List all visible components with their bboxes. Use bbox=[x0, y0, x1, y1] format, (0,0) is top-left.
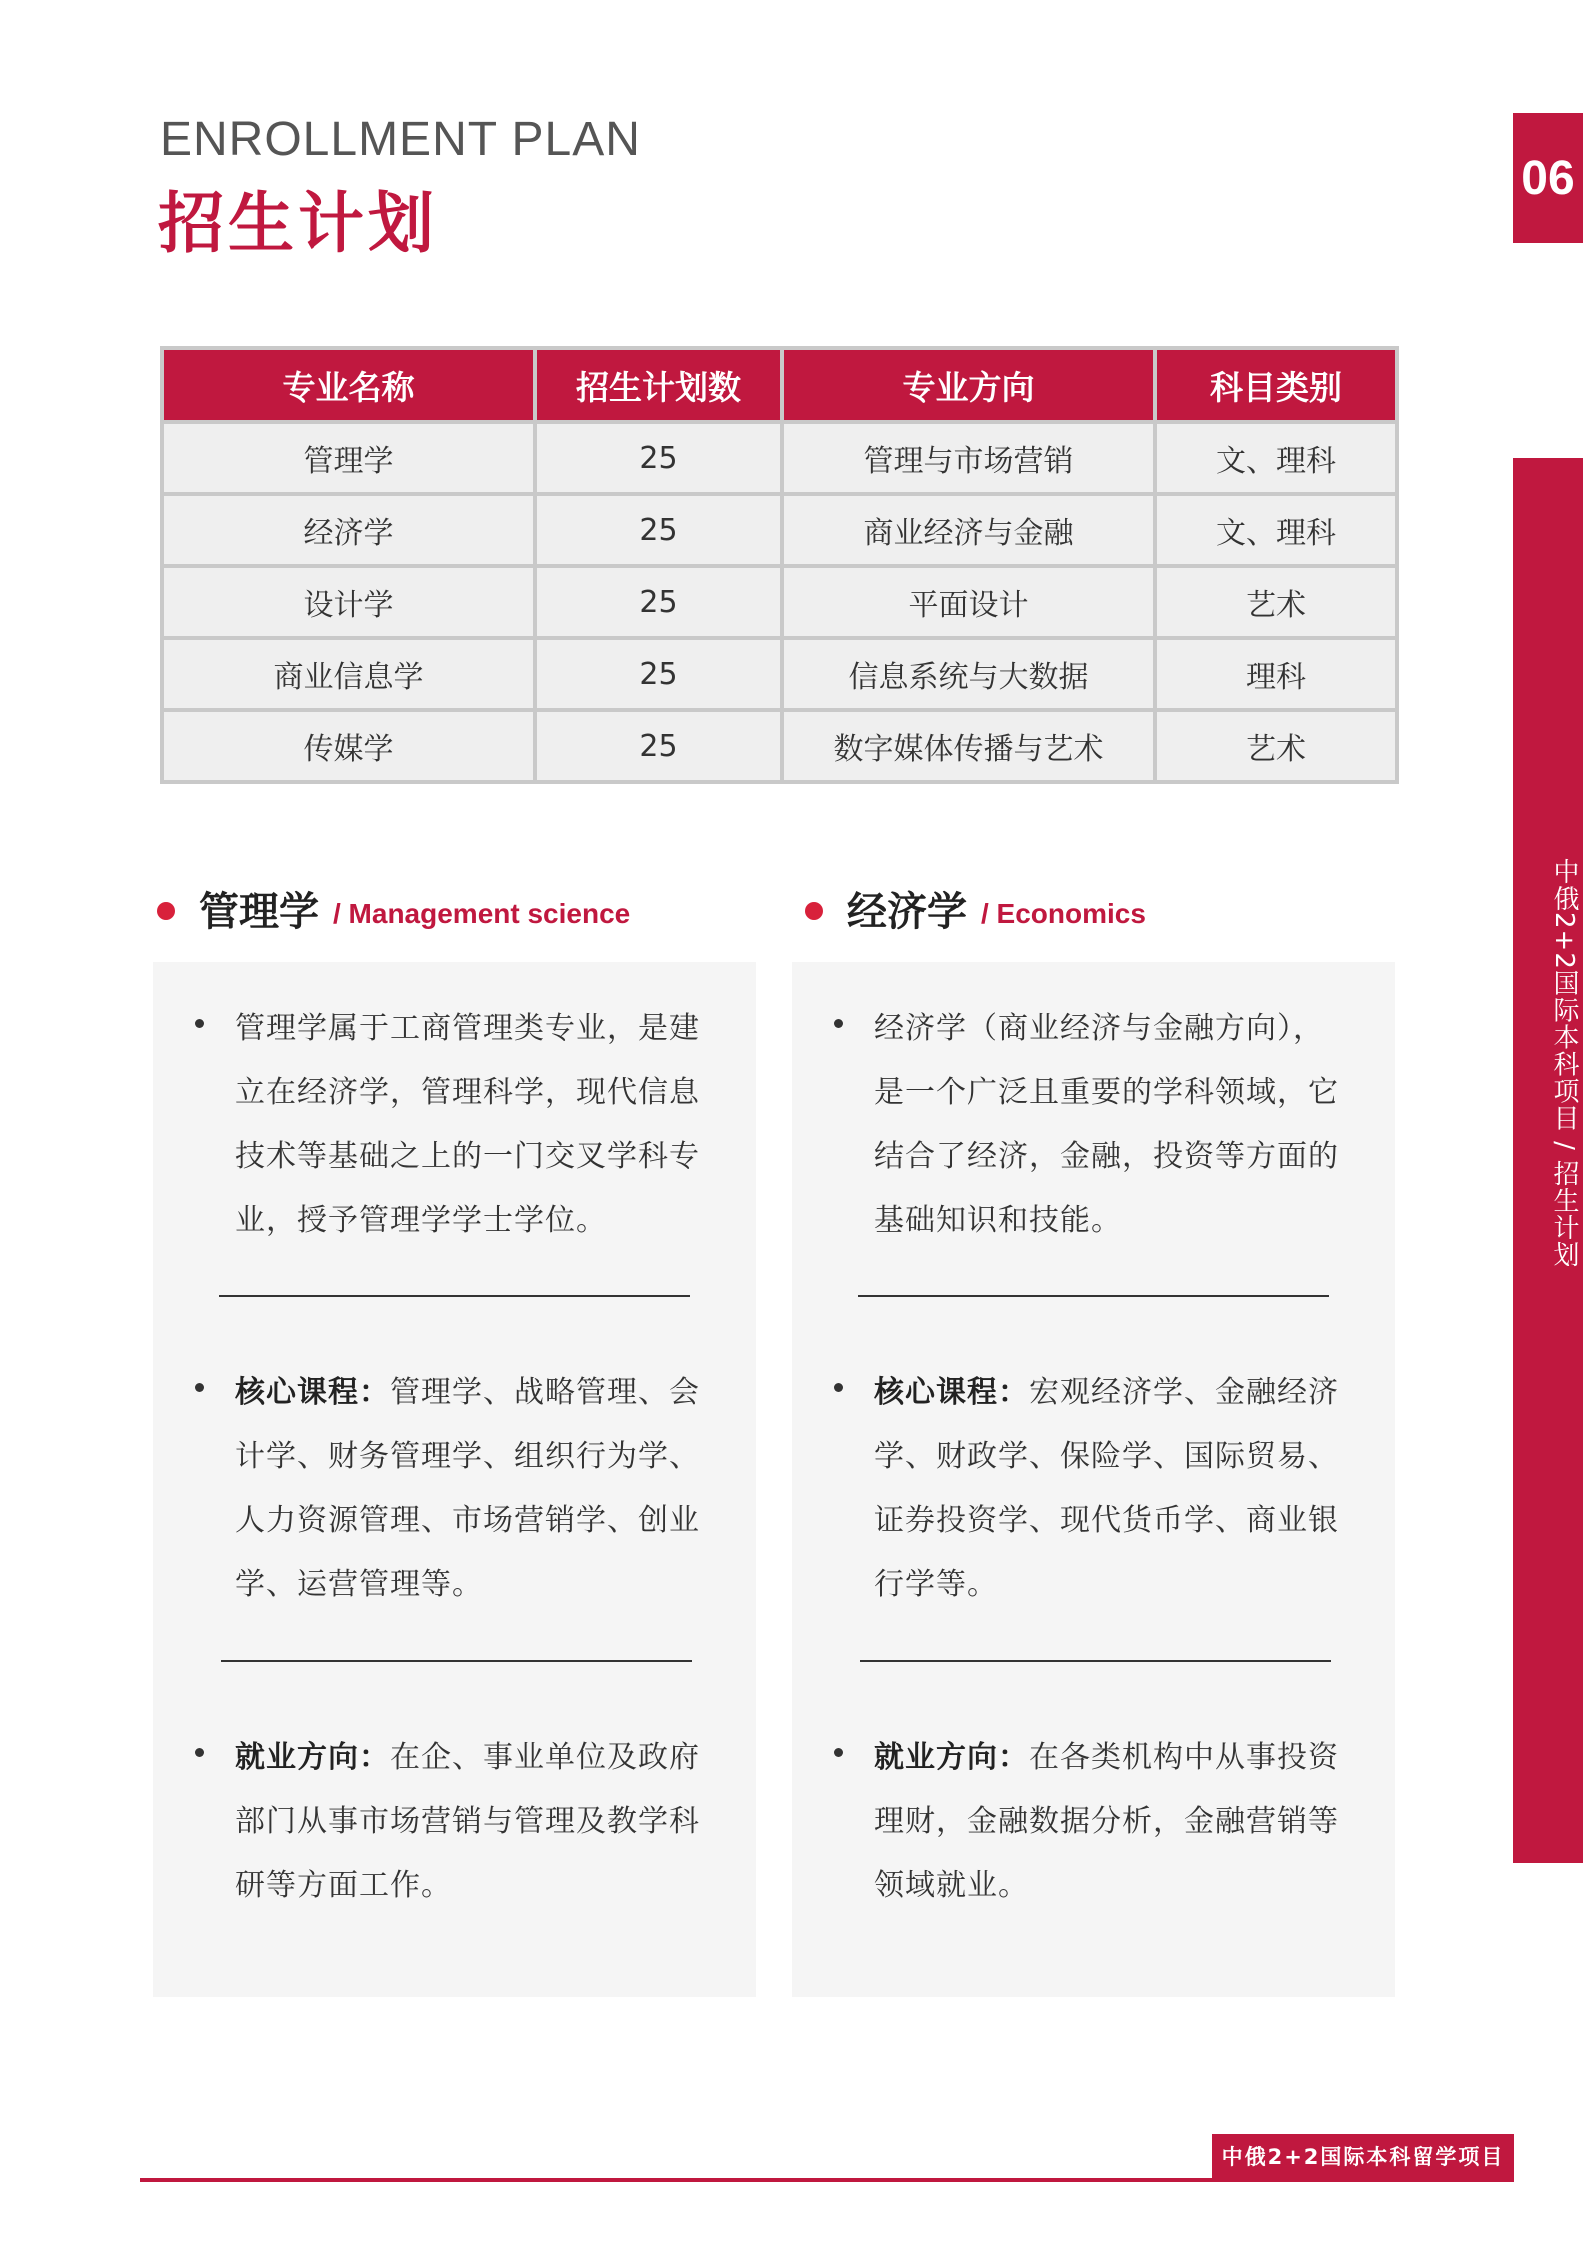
cell-direction: 平面设计 bbox=[782, 566, 1155, 638]
career-text bbox=[874, 1726, 1344, 1918]
bullet-icon bbox=[195, 1019, 204, 1028]
bullet-icon bbox=[195, 1748, 204, 1757]
divider bbox=[221, 1660, 692, 1662]
header-subject: 科目类别 bbox=[1155, 348, 1397, 422]
footer-line bbox=[140, 2178, 1514, 2182]
cell-major: 管理学 bbox=[162, 422, 535, 494]
cell-major: 经济学 bbox=[162, 494, 535, 566]
career-label: 就业方向： bbox=[235, 1740, 390, 1775]
cell-direction: 数字媒体传播与艺术 bbox=[782, 710, 1155, 782]
table-row bbox=[162, 710, 1397, 782]
section-title-cn: 经济学 bbox=[847, 889, 967, 935]
bullet-dot-icon bbox=[805, 902, 823, 920]
title-en: ENROLLMENT PLAN bbox=[160, 113, 641, 166]
cell-major: 设计学 bbox=[162, 566, 535, 638]
section-card-economics bbox=[792, 962, 1395, 1997]
cell-subject: 理科 bbox=[1155, 638, 1397, 710]
divider bbox=[858, 1295, 1329, 1297]
intro-text: 管理学属于工商管理类专业，是建立在经济学，管理科学，现代信息技术等基础之上的一门交叉学科专业，授予管理学学士学位。 bbox=[235, 1011, 700, 1238]
cell-quota: 25 bbox=[535, 710, 782, 782]
page-number: 06 bbox=[1513, 113, 1583, 243]
career-text bbox=[235, 1726, 705, 1918]
divider bbox=[860, 1660, 1331, 1662]
side-tab-label: 中俄2+2国际本科项目 / 招生计划 bbox=[1549, 858, 1579, 1269]
courses-text bbox=[235, 1361, 705, 1617]
career-content: 在各类机构中从事投资理财，金融数据分析，金融营销等领域就业。 bbox=[874, 1740, 1339, 1903]
intro-text: 经济学（商业经济与金融方向），是一个广泛且重要的学科领域，它结合了经济，金融，投资等方面的基础知识和技能。 bbox=[874, 1011, 1339, 1238]
table-row bbox=[162, 494, 1397, 566]
title-cn: 招生计划 bbox=[158, 185, 438, 262]
cell-subject: 文、理科 bbox=[1155, 422, 1397, 494]
bullet-icon bbox=[195, 1383, 204, 1392]
section-title-en: / Management science bbox=[333, 898, 631, 929]
cell-quota: 25 bbox=[535, 494, 782, 566]
section-title-cn: 管理学 bbox=[199, 889, 319, 935]
cell-direction: 商业经济与金融 bbox=[782, 494, 1155, 566]
divider bbox=[219, 1295, 690, 1297]
cell-quota: 25 bbox=[535, 422, 782, 494]
cell-quota: 25 bbox=[535, 566, 782, 638]
cell-direction: 信息系统与大数据 bbox=[782, 638, 1155, 710]
bullet-icon bbox=[834, 1748, 843, 1757]
cell-direction: 管理与市场营销 bbox=[782, 422, 1155, 494]
table-row bbox=[162, 638, 1397, 710]
section-card-management bbox=[153, 962, 756, 1997]
cell-quota: 25 bbox=[535, 638, 782, 710]
courses-content: 管理学、战略管理、会计学、财务管理学、组织行为学、人力资源管理、市场营销学、创业学、运营管理等。 bbox=[235, 1375, 700, 1602]
bullet-icon bbox=[834, 1383, 843, 1392]
table-header-row bbox=[162, 348, 1397, 422]
header-quota: 招生计划数 bbox=[535, 348, 782, 422]
section-title-en: / Economics bbox=[981, 898, 1146, 929]
courses-label: 核心课程： bbox=[235, 1375, 390, 1410]
career-label: 就业方向： bbox=[874, 1740, 1029, 1775]
header-major: 专业名称 bbox=[162, 348, 535, 422]
table-row bbox=[162, 422, 1397, 494]
courses-label: 核心课程： bbox=[874, 1375, 1029, 1410]
cell-subject: 艺术 bbox=[1155, 566, 1397, 638]
table-row bbox=[162, 566, 1397, 638]
career-content: 在企、事业单位及政府部门从事市场营销与管理及教学科研等方面工作。 bbox=[235, 1740, 700, 1903]
side-tab bbox=[1513, 458, 1583, 1863]
enrollment-table bbox=[160, 346, 1399, 784]
courses-text bbox=[874, 1361, 1344, 1617]
cell-subject: 艺术 bbox=[1155, 710, 1397, 782]
bullet-dot-icon bbox=[157, 902, 175, 920]
courses-content: 宏观经济学、金融经济学、财政学、保险学、国际贸易、证券投资学、现代货币学、商业银行学等。 bbox=[874, 1375, 1339, 1602]
cell-major: 传媒学 bbox=[162, 710, 535, 782]
bullet-icon bbox=[834, 1019, 843, 1028]
cell-subject: 文、理科 bbox=[1155, 494, 1397, 566]
header-direction: 专业方向 bbox=[782, 348, 1155, 422]
footer-label: 中俄2+2国际本科留学项目 bbox=[1212, 2134, 1514, 2178]
cell-major: 商业信息学 bbox=[162, 638, 535, 710]
